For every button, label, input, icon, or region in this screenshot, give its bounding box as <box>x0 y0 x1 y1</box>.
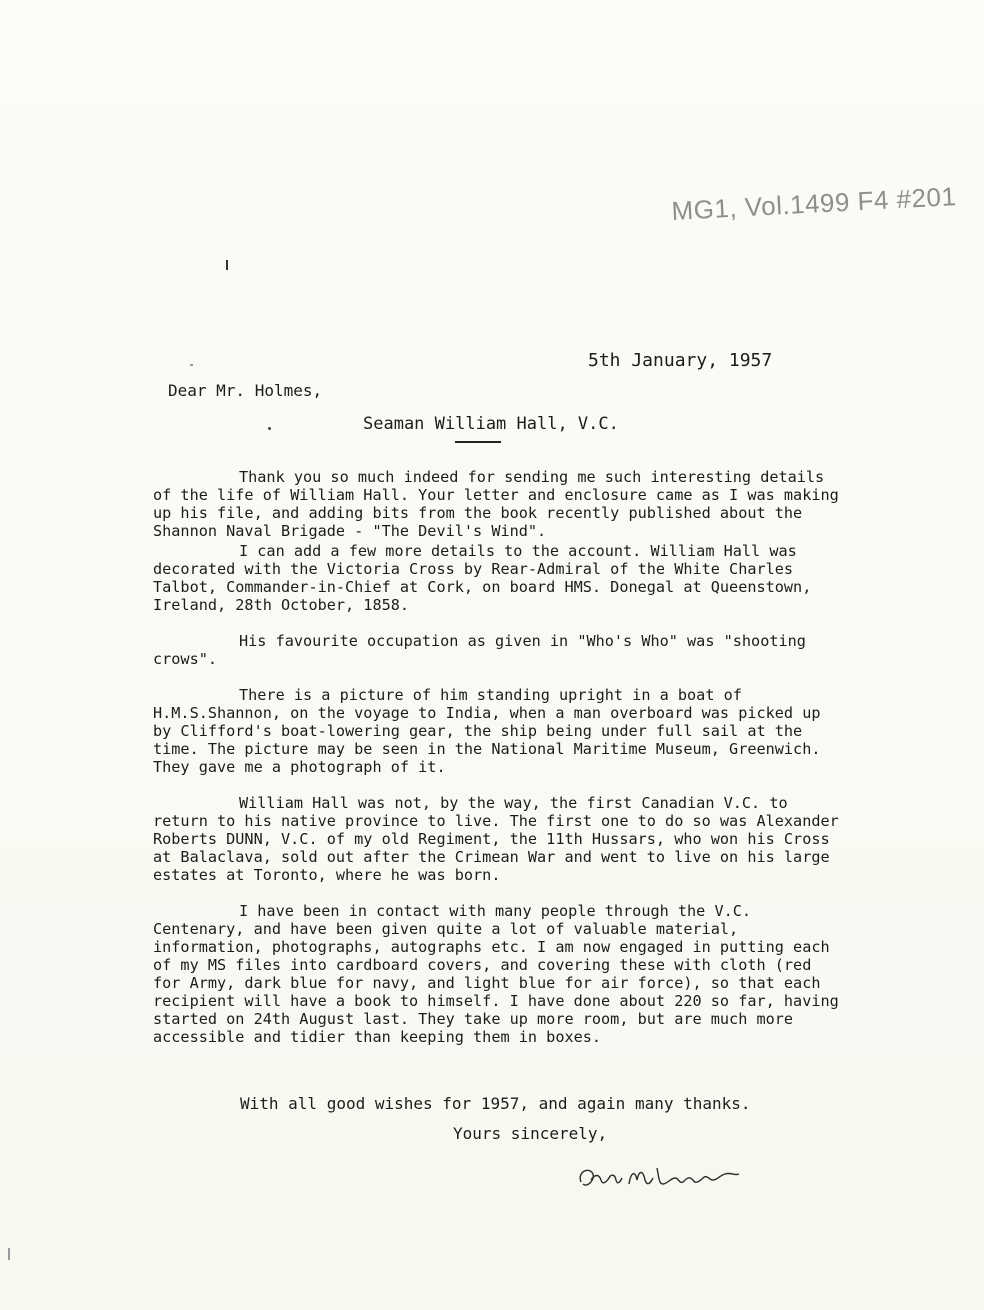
salutation: Dear Mr. Holmes, <box>168 381 323 400</box>
subject-underline <box>455 441 501 443</box>
handwritten-signature <box>575 1160 745 1196</box>
archive-reference-note: MG1, Vol.1499 F4 #201 <box>670 181 958 226</box>
body-paragraph: Thank you so much indeed for sending me such interesting details of the life of William Hall. Your letter and enclosure came as I was making up his file, and adding bits from the book recently published about the Shannon Naval Brigade - "The Devil's Wind". <box>153 468 839 540</box>
body-paragraph: I have been in contact with many people through the V.C. Centenary, and have been given quite a lot of valuable material, information, photographs, autographs etc. I am now engaged in putting each of my MS files into cardboard covers, and covering these with cloth (red for Army, dark blue for navy, and light blue for air force), so that each recipient will have a book to himself. I have done about 220 so far, having started on 24th August last. They take up more room, but are much more accessible and tidier than keeping them in boxes. <box>153 902 839 1046</box>
valediction: Yours sincerely, <box>453 1124 608 1143</box>
letter-body <box>153 468 843 1046</box>
body-paragraph: His favourite occupation as given in "Who's Who" was "shooting crows". <box>153 632 806 668</box>
margin-mark <box>226 260 228 270</box>
closing-line: With all good wishes for 1957, and again many thanks. <box>240 1094 751 1113</box>
body-paragraph: There is a picture of him standing upright in a boat of H.M.S.Shannon, on the voyage to India, when a man overboard was picked up by Clifford's boat-lowering gear, the ship being under full sail at the time. The picture may be seen in the National Maritime Museum, Greenwich. They gave me a photograph of it. <box>153 686 821 776</box>
body-paragraph: William Hall was not, by the way, the first Canadian V.C. to return to his native province to live. The first one to do so was Alexander Roberts DUNN, V.C. of my old Regiment, the 11th Hussars, who won his Cross at Balaclava, sold out after the Crimean War and went to live on his large estates at Toronto, where he was born. <box>153 794 839 884</box>
body-paragraph: I can add a few more details to the account. William Hall was decorated with the Victoria Cross by Rear-Admiral of the White Charles Talbot, Commander-in-Chief at Cork, on board HMS. Donegal at Queenstown, Ireland, 28th October, 1858. <box>153 542 812 614</box>
paper-speck <box>8 1248 10 1260</box>
letter-date: 5th January, 1957 <box>588 350 773 371</box>
subject-line: Seaman William Hall, V.C. <box>363 414 619 434</box>
paper-speck <box>268 427 271 430</box>
paper-speck <box>190 364 193 366</box>
